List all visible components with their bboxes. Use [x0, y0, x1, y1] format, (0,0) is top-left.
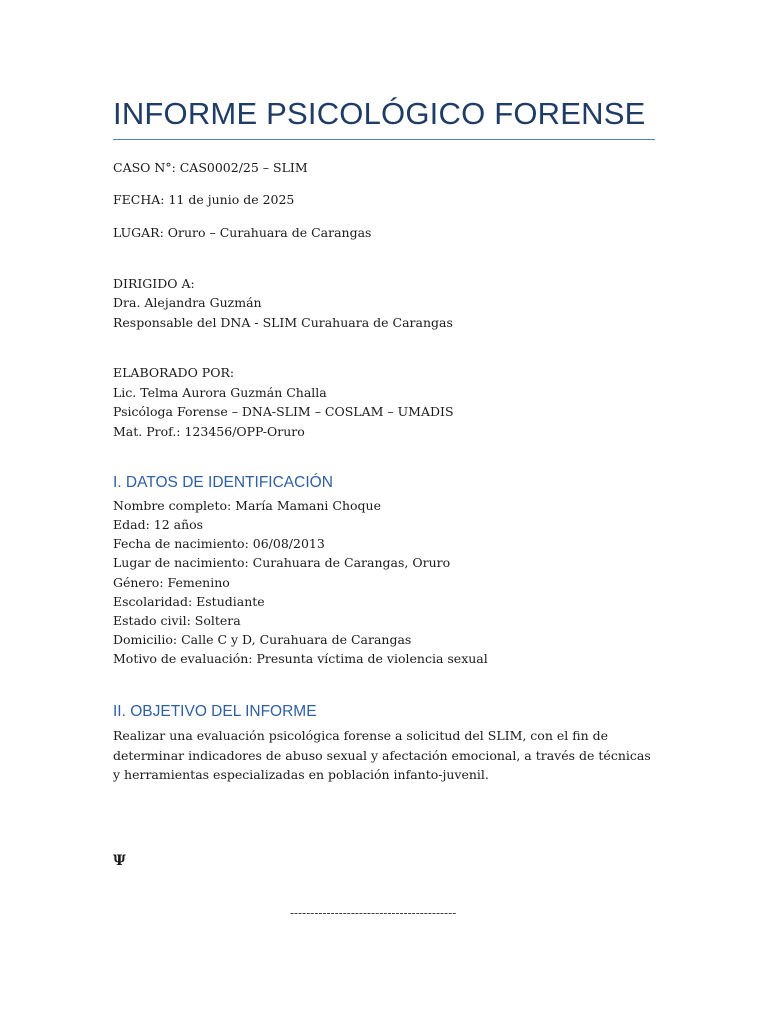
identification-item: Nombre completo: María Mamani Choque	[113, 498, 381, 513]
prepared-by-name: Lic. Telma Aurora Guzmán Challa	[113, 385, 327, 400]
signature-line: -----------------------------------------	[290, 906, 457, 920]
document-title: INFORME PSICOLÓGICO FORENSE	[113, 96, 646, 131]
prepared-by-label: ELABORADO POR:	[113, 365, 235, 380]
title-divider	[113, 139, 655, 140]
place-line: LUGAR: Oruro – Curahuara de Carangas	[113, 225, 372, 240]
identification-item: Escolaridad: Estudiante	[113, 594, 265, 609]
addressed-to-label: DIRIGIDO A:	[113, 276, 195, 291]
identification-item: Motivo de evaluación: Presunta víctima de violencia sexual	[113, 651, 488, 666]
identification-item: Lugar de nacimiento: Curahuara de Carangas, Oruro	[113, 555, 451, 570]
professional-registration: Mat. Prof.: 123456/OPP-Oruro	[113, 424, 305, 439]
section-heading-identification: I. DATOS DE IDENTIFICACIÓN	[113, 474, 333, 491]
prepared-by-role: Psicóloga Forense – DNA-SLIM – COSLAM – UMADIS	[113, 404, 454, 419]
section-heading-objective: II. OBJETIVO DEL INFORME	[113, 703, 317, 720]
identification-item: Domicilio: Calle C y D, Curahuara de Carangas	[113, 632, 412, 647]
case-number: CASO N°: CAS0002/25 – SLIM	[113, 160, 308, 175]
psi-symbol-icon: Ψ	[113, 853, 126, 869]
addressed-to-name: Dra. Alejandra Guzmán	[113, 295, 262, 310]
identification-item: Estado civil: Soltera	[113, 613, 241, 628]
addressed-to-role: Responsable del DNA - SLIM Curahuara de Carangas	[113, 315, 453, 330]
identification-item: Género: Femenino	[113, 575, 230, 590]
identification-item: Fecha de nacimiento: 06/08/2013	[113, 536, 325, 551]
objective-paragraph: Realizar una evaluación psicológica forense a solicitud del SLIM, con el fin de determinar indicadores de abuso sexual y afectación emocional, a través de técnicas y herramientas especializadas en población infanto-juvenil.	[113, 728, 651, 782]
identification-item: Edad: 12 años	[113, 517, 204, 532]
date-line: FECHA: 11 de junio de 2025	[113, 192, 295, 207]
